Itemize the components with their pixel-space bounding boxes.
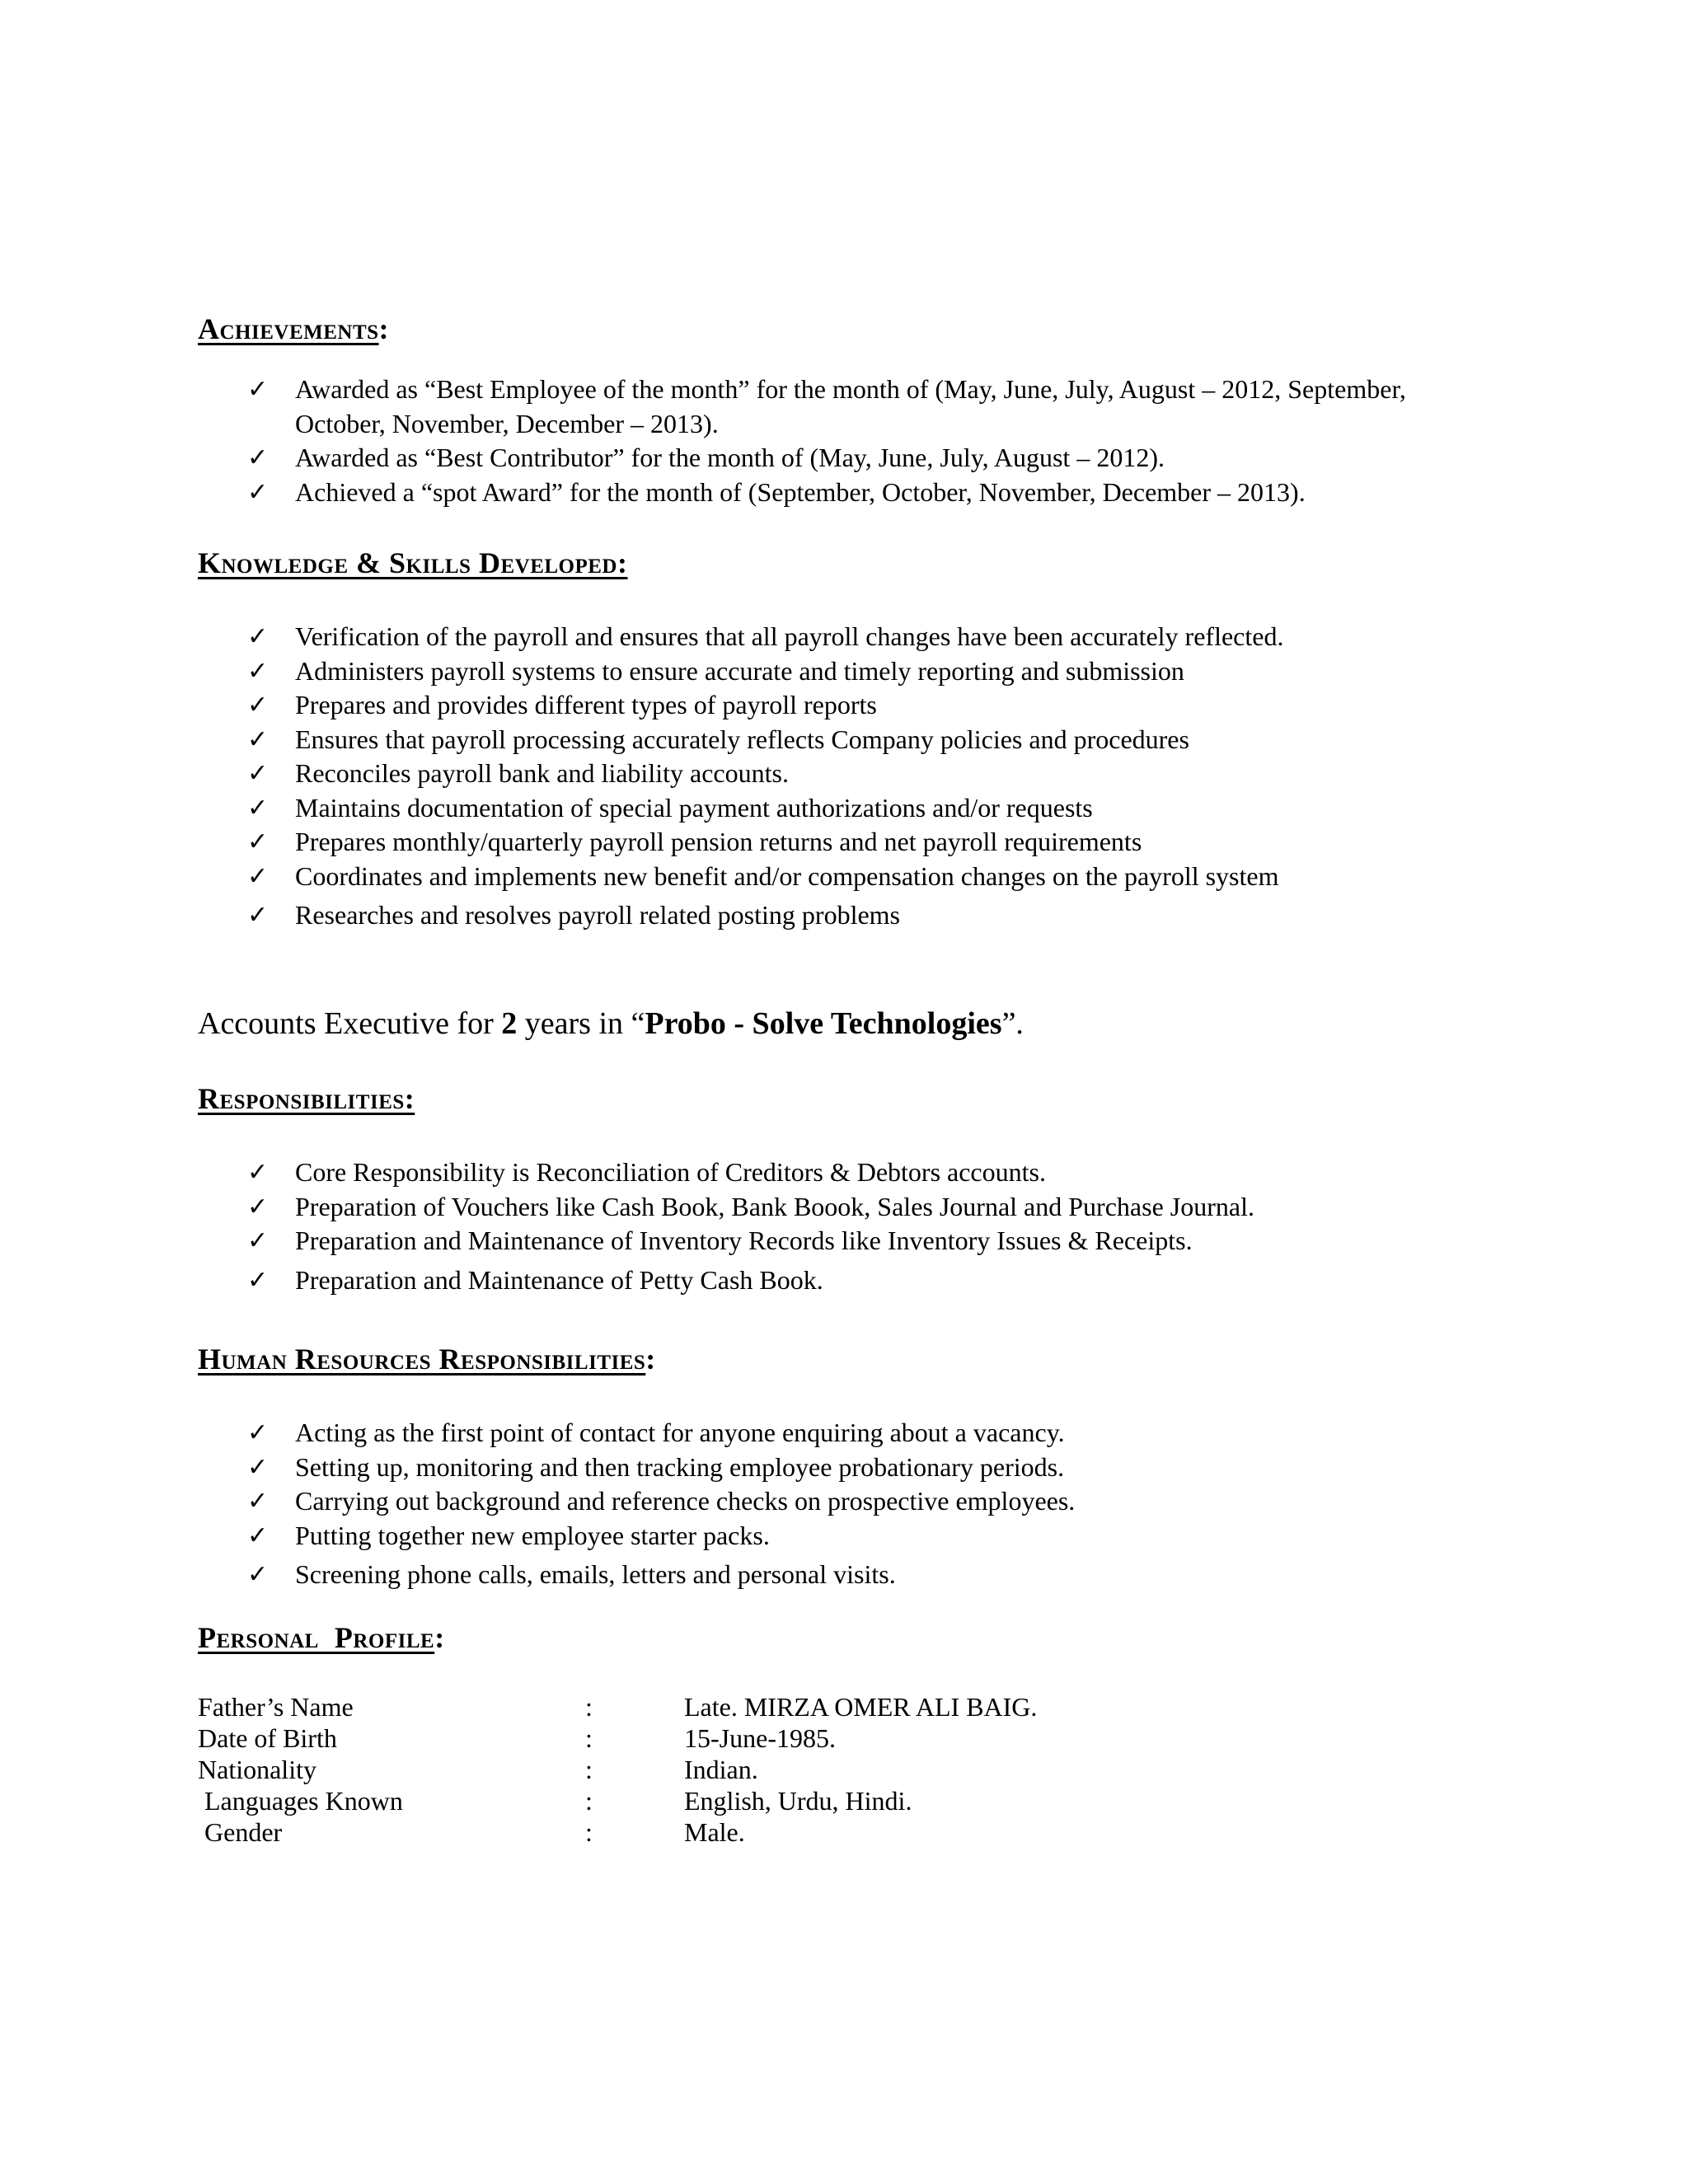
list-item: ✓ Preparation and Maintenance of Petty Cash Book. xyxy=(247,1263,1484,1298)
list-item: ✓ Awarded as “Best Contributor” for the month of (May, June, July, August – 2012). xyxy=(247,441,1484,476)
profile-value: Male. xyxy=(684,1817,745,1847)
hr-title: Human Resources Responsibilities xyxy=(198,1343,646,1376)
list-item: ✓ Setting up, monitoring and then tracking employee probationary periods. xyxy=(247,1451,1484,1485)
list-item: ✓ Administers payroll systems to ensure accurate and timely reporting and submission xyxy=(247,654,1484,689)
hr-heading xyxy=(198,1342,656,1376)
table-row xyxy=(198,1754,1037,1785)
list-item: ✓ Prepares and provides different types of payroll reports xyxy=(247,688,1484,723)
responsibilities-heading: Responsibilities: xyxy=(198,1082,415,1115)
profile-key: Gender xyxy=(204,1817,283,1847)
achievements-heading xyxy=(198,312,389,346)
profile-key: Date of Birth xyxy=(198,1723,337,1753)
achievements-title: Achievements xyxy=(198,312,379,345)
profile-key: Father’s Name xyxy=(198,1692,354,1722)
list-item: ✓ Preparation and Maintenance of Inventory Records like Inventory Issues & Receipts. xyxy=(247,1224,1484,1258)
checkmark-icon: ✓ xyxy=(247,622,269,651)
list-item: ✓ Core Responsibility is Reconciliation of Creditors & Debtors accounts. xyxy=(247,1155,1484,1190)
list-item: ✓ Carrying out background and reference checks on prospective employees. xyxy=(247,1484,1484,1519)
profile-title: Personal Profile xyxy=(198,1621,435,1654)
list-item: ✓ Coordinates and implements new benefit and/or compensation changes on the payroll system xyxy=(247,860,1484,894)
profile-separator: : xyxy=(585,1723,593,1753)
checkmark-icon: ✓ xyxy=(247,861,269,891)
table-row xyxy=(198,1691,1037,1722)
checkmark-icon: ✓ xyxy=(247,1226,269,1255)
checkmark-icon: ✓ xyxy=(247,691,269,719)
checkmark-icon: ✓ xyxy=(247,793,269,823)
job-years: 2 xyxy=(501,1006,518,1041)
checkmark-icon: ✓ xyxy=(247,827,269,856)
checkmark-icon: ✓ xyxy=(247,375,269,404)
checkmark-icon: ✓ xyxy=(247,1521,269,1550)
job-title-line xyxy=(198,1005,1024,1042)
achievements-list xyxy=(247,373,1484,509)
checkmark-icon: ✓ xyxy=(247,1418,269,1447)
profile-value: English, Urdu, Hindi. xyxy=(684,1786,912,1816)
knowledge-heading: Knowledge & Skills Developed: xyxy=(198,546,628,579)
checkmark-icon: ✓ xyxy=(247,477,269,507)
list-item: ✓ Screening phone calls, emails, letters and personal visits. xyxy=(247,1558,1484,1592)
job-middle: years in “ xyxy=(517,1006,645,1041)
profile-heading xyxy=(198,1620,445,1655)
profile-key: Languages Known xyxy=(204,1786,403,1816)
profile-separator: : xyxy=(585,1692,593,1722)
profile-separator: : xyxy=(585,1786,593,1816)
list-item: ✓ Awarded as “Best Employee of the month” for the month of (May, June, July, August – 2012, September, October, November, December – 2013). xyxy=(247,374,1406,438)
profile-separator: : xyxy=(585,1817,593,1847)
list-item: ✓ Verification of the payroll and ensures that all payroll changes have been accurately reflected. xyxy=(247,620,1484,654)
list-item: ✓ Researches and resolves payroll related posting problems xyxy=(247,898,1484,933)
responsibilities-list xyxy=(247,1155,1484,1297)
checkmark-icon: ✓ xyxy=(247,724,269,754)
profile-value: 15-June-1985. xyxy=(684,1723,836,1753)
checkmark-icon: ✓ xyxy=(247,1452,269,1482)
checkmark-icon: ✓ xyxy=(247,1560,269,1589)
profile-value: Late. MIRZA OMER ALI BAIG. xyxy=(684,1692,1038,1722)
checkmark-icon: ✓ xyxy=(247,1487,269,1516)
profile-value: Indian. xyxy=(684,1755,758,1784)
profile-colon: : xyxy=(434,1621,445,1654)
table-row xyxy=(198,1785,1037,1816)
checkmark-icon: ✓ xyxy=(247,1192,269,1221)
list-item: ✓ Putting together new employee starter packs. xyxy=(247,1519,1484,1554)
list-item: ✓ Ensures that payroll processing accurately reflects Company policies and procedures xyxy=(247,723,1484,757)
knowledge-list xyxy=(247,620,1484,933)
list-item: ✓ Preparation of Vouchers like Cash Book, Bank Boook, Sales Journal and Purchase Journal. xyxy=(247,1190,1484,1225)
checkmark-icon: ✓ xyxy=(247,759,269,788)
hr-colon: : xyxy=(645,1343,656,1376)
list-item: ✓ Prepares monthly/quarterly payroll pension returns and net payroll requirements xyxy=(247,825,1484,860)
checkmark-icon: ✓ xyxy=(247,901,269,930)
personal-profile-table xyxy=(198,1691,1037,1848)
company-name: Probo - Solve Technologies xyxy=(645,1006,1002,1041)
checkmark-icon: ✓ xyxy=(247,656,269,686)
hr-list xyxy=(247,1416,1484,1592)
list-item: ✓ Achieved a “spot Award” for the month of (September, October, November, December – 2013). xyxy=(247,476,1484,510)
checkmark-icon: ✓ xyxy=(247,443,269,472)
job-prefix: Accounts Executive for xyxy=(198,1006,502,1041)
checkmark-icon: ✓ xyxy=(247,1158,269,1187)
achievements-colon: : xyxy=(378,312,390,345)
checkmark-icon: ✓ xyxy=(247,1265,269,1295)
table-row xyxy=(198,1816,1037,1848)
profile-key: Nationality xyxy=(198,1755,316,1784)
list-item: ✓ Acting as the first point of contact for anyone enquiring about a vacancy. xyxy=(247,1416,1484,1451)
job-suffix: ”. xyxy=(1001,1006,1024,1041)
profile-separator: : xyxy=(585,1755,593,1784)
table-row xyxy=(198,1722,1037,1754)
list-item: ✓ Reconciles payroll bank and liability accounts. xyxy=(247,757,1484,791)
list-item: ✓ Maintains documentation of special payment authorizations and/or requests xyxy=(247,791,1484,826)
